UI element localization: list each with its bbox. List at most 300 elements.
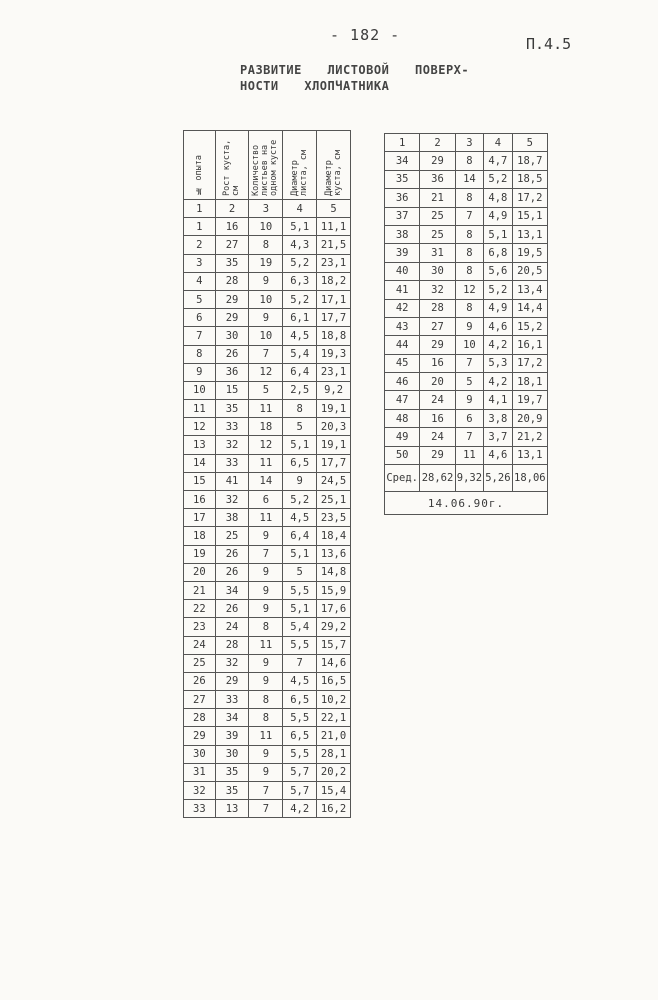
table-cell: 5,1 [283,436,317,454]
col-number: 2 [215,200,249,218]
table-cell: 11 [249,636,283,654]
table-cell: 6,8 [484,244,512,262]
table-cell: 4,6 [484,446,512,464]
table-cell: 7 [249,545,283,563]
table-cell: 4,1 [484,391,512,409]
table-cell: 13,1 [512,225,547,243]
table-row [184,345,351,363]
table-cell: 13,6 [317,545,351,563]
table-cell: 30 [215,745,249,763]
header-cell: № опыта [184,131,216,200]
table-cell: 11 [249,400,283,418]
header-cell: Рост куста, см [215,131,249,200]
table-cell: 6 [184,309,216,327]
left-data-table [183,130,351,818]
table-row [385,336,548,354]
table-cell: 5,5 [283,636,317,654]
table-cell: 38 [385,225,420,243]
table-cell: 29 [420,152,455,170]
table-cell: 17,2 [512,354,547,372]
col-number: 4 [283,200,317,218]
table-cell: 8 [455,299,483,317]
table-row [184,672,351,690]
table-cell: 6,5 [283,727,317,745]
table-cell: 18,8 [317,327,351,345]
table-cell: 29 [215,290,249,308]
table-row [385,225,548,243]
table-cell: 16 [215,218,249,236]
table-row [184,272,351,290]
table-cell: 16,1 [512,336,547,354]
table-cell: 5 [283,418,317,436]
table-cell: 36 [215,363,249,381]
table-row [184,763,351,781]
table-row [184,654,351,672]
table-cell: 48 [385,409,420,427]
table-cell: 18,2 [317,272,351,290]
table-row [385,244,548,262]
date-row [385,492,548,515]
table-cell: 24,5 [317,472,351,490]
table-cell: 37 [385,207,420,225]
table-cell: 50 [385,446,420,464]
table-cell: 32 [215,654,249,672]
table-cell: 19,1 [317,436,351,454]
table-row [385,317,548,335]
table-cell: 8 [455,262,483,280]
header-row [184,131,351,200]
table-cell: 27 [184,691,216,709]
table-row [184,600,351,618]
table-cell: 41 [215,472,249,490]
table-cell: 4,5 [283,672,317,690]
table-row [184,782,351,800]
table-cell: 4 [184,272,216,290]
table-cell: 12 [249,363,283,381]
table-cell: 35 [385,170,420,188]
table-cell: 21,5 [317,236,351,254]
table-cell: 29 [420,446,455,464]
table-cell: 15,9 [317,581,351,599]
table-cell: 18 [184,527,216,545]
table-cell: 33 [215,418,249,436]
table-cell: 8 [455,244,483,262]
table-cell: 10 [455,336,483,354]
table-cell: 25 [420,207,455,225]
table-cell: 17,2 [512,189,547,207]
table-cell: 9 [283,472,317,490]
table-cell: 27 [215,236,249,254]
table-cell: 3 [184,254,216,272]
table-cell: 5 [249,381,283,399]
table-cell: 9 [249,654,283,672]
table-cell: 7 [455,354,483,372]
table-cell: 5,5 [283,709,317,727]
table-row [184,436,351,454]
table-cell: 5,2 [283,254,317,272]
table-cell: 5,1 [283,545,317,563]
table-cell: 23,5 [317,509,351,527]
table-cell: 9 [249,527,283,545]
table-cell: 32 [184,782,216,800]
table-cell: 19,1 [317,400,351,418]
table-cell: 5,1 [484,225,512,243]
table-row [385,170,548,188]
table-cell: 8 [455,225,483,243]
table-cell: 8 [455,189,483,207]
table-cell: 29 [420,336,455,354]
table-cell: 20,2 [317,763,351,781]
table-cell: 15 [184,472,216,490]
table-cell: 6,3 [283,272,317,290]
table-cell: 5,7 [283,782,317,800]
table-row [184,454,351,472]
table-cell: 8 [249,236,283,254]
table-cell: 32 [215,436,249,454]
table-cell: 5,2 [484,281,512,299]
table-cell: 19,7 [512,391,547,409]
table-cell: 39 [215,727,249,745]
table-cell: 25 [215,527,249,545]
table-cell: 9 [249,600,283,618]
table-cell: 21,0 [317,727,351,745]
table-cell: 4,6 [484,317,512,335]
table-cell: 18,4 [317,527,351,545]
table-cell: 30 [420,262,455,280]
table-cell: 19 [184,545,216,563]
average-value: 9,32 [455,465,483,492]
table-row [184,527,351,545]
col-number: 1 [184,200,216,218]
table-cell: 4,2 [283,800,317,818]
table-cell: 29,2 [317,618,351,636]
table-cell: 15,7 [317,636,351,654]
table-cell: 32 [215,491,249,509]
table-row [184,418,351,436]
table-cell: 12 [455,281,483,299]
table-cell: 30 [184,745,216,763]
table-cell: 9 [249,745,283,763]
table-cell: 13 [184,436,216,454]
table-row [184,745,351,763]
table-cell: 11 [249,727,283,745]
table-cell: 46 [385,373,420,391]
table-cell: 5,2 [283,491,317,509]
table-cell: 14,6 [317,654,351,672]
table-cell: 4,9 [484,299,512,317]
table-cell: 20 [420,373,455,391]
title-line-1: РАЗВИТИЕ ЛИСТОВОЙ ПОВЕРХ- [240,63,470,77]
table-cell: 17,6 [317,600,351,618]
table-cell: 7 [455,428,483,446]
table-cell: 49 [385,428,420,446]
table-cell: 11 [249,454,283,472]
table-cell: 32 [420,281,455,299]
table-cell: 13,1 [512,446,547,464]
table-cell: 11 [249,509,283,527]
table-cell: 5,6 [484,262,512,280]
col-number: 5 [317,200,351,218]
table-row [184,236,351,254]
table-cell: 5,4 [283,345,317,363]
table-cell: 41 [385,281,420,299]
table-cell: 35 [215,400,249,418]
table-cell: 5,5 [283,745,317,763]
table-cell: 6 [249,491,283,509]
table-cell: 35 [215,782,249,800]
table-cell: 29 [215,309,249,327]
table-cell: 27 [420,317,455,335]
header-cell: Количество листьев на одном кусте [249,131,283,200]
table-cell: 15,1 [512,207,547,225]
table-cell: 5,5 [283,581,317,599]
table-cell: 19,5 [512,244,547,262]
table-cell: 6,4 [283,527,317,545]
table-row [184,327,351,345]
page-number: - 182 - [330,26,401,44]
table-row [385,299,548,317]
table-row [385,373,548,391]
table-cell: 28 [215,636,249,654]
table-cell: 23,1 [317,254,351,272]
table-cell: 33 [215,691,249,709]
table-row [184,691,351,709]
table-cell: 12 [249,436,283,454]
table-cell: 5,7 [283,763,317,781]
table-row [184,363,351,381]
table-cell: 23 [184,618,216,636]
table-cell: 16 [420,409,455,427]
table-cell: 14,8 [317,563,351,581]
table-cell: 26 [184,672,216,690]
table-cell: 5,3 [484,354,512,372]
table-cell: 5,1 [283,600,317,618]
table-cell: 2 [184,236,216,254]
table-cell: 9,2 [317,381,351,399]
table-cell: 20,5 [512,262,547,280]
table-cell: 2,5 [283,381,317,399]
table-row [184,581,351,599]
header-cell: Диаметр куста, см [317,131,351,200]
table-cell: 4,7 [484,152,512,170]
column-number-row [385,134,548,152]
table-cell: 9 [249,581,283,599]
table-cell: 9 [249,563,283,581]
right-data-table [384,133,548,515]
table-cell: 17,7 [317,454,351,472]
table-cell: 21 [420,189,455,207]
table-cell: 35 [215,254,249,272]
table-cell: 23,1 [317,363,351,381]
table-cell: 18,1 [512,373,547,391]
column-number-row [184,200,351,218]
table-cell: 4,5 [283,327,317,345]
table-cell: 15 [215,381,249,399]
table-row [184,545,351,563]
table-cell: 11 [184,400,216,418]
table-cell: 4,3 [283,236,317,254]
table-cell: 20,3 [317,418,351,436]
table-cell: 28 [215,272,249,290]
table-cell: 8 [249,709,283,727]
table-cell: 36 [420,170,455,188]
average-value: 28,62 [420,465,455,492]
table-row [184,381,351,399]
table-cell: 4,2 [484,336,512,354]
table-cell: 42 [385,299,420,317]
table-cell: 5,2 [283,290,317,308]
table-cell: 18,5 [512,170,547,188]
table-row [184,618,351,636]
table-cell: 16 [420,354,455,372]
table-cell: 24 [184,636,216,654]
table-cell: 34 [215,581,249,599]
table-cell: 6,4 [283,363,317,381]
table-cell: 24 [420,391,455,409]
table-cell: 13,4 [512,281,547,299]
table-cell: 17 [184,509,216,527]
table-cell: 6,1 [283,309,317,327]
table-cell: 11,1 [317,218,351,236]
table-cell: 33 [184,800,216,818]
table-cell: 28 [184,709,216,727]
table-cell: 22,1 [317,709,351,727]
table-row [385,391,548,409]
table-row [385,428,548,446]
table-cell: 28,1 [317,745,351,763]
table-cell: 19,3 [317,345,351,363]
table-cell: 9 [184,363,216,381]
table-row [385,354,548,372]
table-cell: 9 [249,672,283,690]
table-cell: 38 [215,509,249,527]
table-cell: 12 [184,418,216,436]
date-cell: 14.06.90г. [385,492,548,515]
table-cell: 26 [215,345,249,363]
table-cell: 3,7 [484,428,512,446]
table-row [184,218,351,236]
table-cell: 11 [455,446,483,464]
table-cell: 31 [420,244,455,262]
col-number: 2 [420,134,455,152]
table-cell: 7 [249,782,283,800]
table-cell: 9 [455,317,483,335]
table-cell: 40 [385,262,420,280]
table-row [184,636,351,654]
table-cell: 14,4 [512,299,547,317]
table-cell: 8 [283,400,317,418]
table-cell: 20,9 [512,409,547,427]
header-cell: Диаметр листа, см [283,131,317,200]
table-cell: 8 [184,345,216,363]
table-cell: 16,2 [317,800,351,818]
table-cell: 8 [249,618,283,636]
table-row [385,281,548,299]
table-row [385,152,548,170]
table-cell: 17,1 [317,290,351,308]
table-cell: 25 [420,225,455,243]
table-cell: 34 [215,709,249,727]
table-cell: 5 [184,290,216,308]
table-cell: 5 [283,563,317,581]
table-row [184,727,351,745]
table-row [184,563,351,581]
table-cell: 15,2 [512,317,547,335]
table-cell: 5,2 [484,170,512,188]
table-cell: 9 [249,309,283,327]
col-number: 1 [385,134,420,152]
table-cell: 34 [385,152,420,170]
table-cell: 24 [420,428,455,446]
table-cell: 4,8 [484,189,512,207]
col-number: 5 [512,134,547,152]
table-row [385,446,548,464]
table-row [184,290,351,308]
table-cell: 6,5 [283,454,317,472]
average-value: 5,26 [484,465,512,492]
table-cell: 35 [215,763,249,781]
table-cell: 10 [184,381,216,399]
table-row [184,400,351,418]
table-cell: 14 [249,472,283,490]
table-cell: 8 [455,152,483,170]
table-cell: 15,4 [317,782,351,800]
table-cell: 31 [184,763,216,781]
table-cell: 24 [215,618,249,636]
table-cell: 9 [455,391,483,409]
table-cell: 3,8 [484,409,512,427]
table-cell: 43 [385,317,420,335]
table-cell: 10,2 [317,691,351,709]
table-cell: 10 [249,218,283,236]
table-row [385,189,548,207]
table-cell: 17,7 [317,309,351,327]
table-cell: 8 [249,691,283,709]
col-number: 3 [249,200,283,218]
table-cell: 5,4 [283,618,317,636]
table-row [184,309,351,327]
table-cell: 20 [184,563,216,581]
table-cell: 6 [455,409,483,427]
table-cell: 16,5 [317,672,351,690]
table-cell: 29 [184,727,216,745]
table-cell: 10 [249,327,283,345]
table-row [184,800,351,818]
document-title [240,62,469,94]
table-cell: 33 [215,454,249,472]
table-cell: 10 [249,290,283,308]
table-row [385,409,548,427]
table-cell: 13 [215,800,249,818]
table-cell: 25 [184,654,216,672]
table-cell: 7 [184,327,216,345]
table-row [385,262,548,280]
col-number: 3 [455,134,483,152]
table-row [184,509,351,527]
table-cell: 39 [385,244,420,262]
table-cell: 21 [184,581,216,599]
table-row [184,709,351,727]
table-cell: 7 [249,800,283,818]
table-cell: 14 [184,454,216,472]
table-cell: 6,5 [283,691,317,709]
average-row [385,465,548,492]
table-row [184,491,351,509]
table-cell: 1 [184,218,216,236]
table-cell: 7 [283,654,317,672]
table-cell: 36 [385,189,420,207]
table-cell: 7 [455,207,483,225]
